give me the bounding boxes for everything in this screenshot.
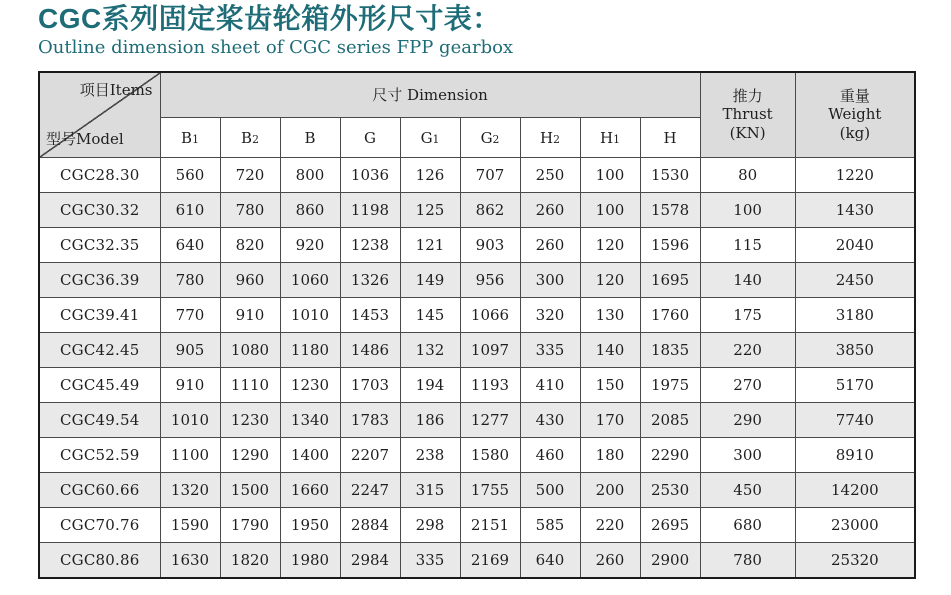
value-cell: 1660	[280, 473, 340, 508]
value-cell: 1530	[640, 158, 700, 193]
value-cell: 460	[520, 438, 580, 473]
value-cell: 1486	[340, 333, 400, 368]
header-row-1	[39, 72, 915, 118]
model-cell: CGC52.59	[39, 438, 160, 473]
value-cell: 270	[700, 368, 795, 403]
weight-label-zh: 重量	[839, 86, 870, 105]
col-header-g2: G2	[460, 118, 520, 158]
value-cell: 1320	[160, 473, 220, 508]
value-cell: 14200	[795, 473, 915, 508]
value-cell: 860	[280, 193, 340, 228]
value-cell: 7740	[795, 403, 915, 438]
value-cell: 1630	[160, 543, 220, 578]
table-row	[39, 158, 915, 193]
value-cell: 290	[700, 403, 795, 438]
corner-cell	[39, 72, 160, 158]
value-cell: 175	[700, 298, 795, 333]
value-cell: 1975	[640, 368, 700, 403]
table-row	[39, 193, 915, 228]
value-cell: 120	[580, 263, 640, 298]
value-cell: 920	[280, 228, 340, 263]
table-row	[39, 228, 915, 263]
value-cell: 910	[160, 368, 220, 403]
page-title: CGC系列固定桨齿轮箱外形尺寸表：	[38, 3, 501, 34]
value-cell: 1760	[640, 298, 700, 333]
value-cell: 1110	[220, 368, 280, 403]
value-cell: 100	[580, 158, 640, 193]
value-cell: 180	[580, 438, 640, 473]
value-cell: 1220	[795, 158, 915, 193]
value-cell: 8910	[795, 438, 915, 473]
value-cell: 720	[220, 158, 280, 193]
value-cell: 80	[700, 158, 795, 193]
value-cell: 260	[520, 228, 580, 263]
value-cell: 1590	[160, 508, 220, 543]
model-cell: CGC49.54	[39, 403, 160, 438]
value-cell: 1783	[340, 403, 400, 438]
value-cell: 121	[400, 228, 460, 263]
value-cell: 1400	[280, 438, 340, 473]
value-cell: 800	[280, 158, 340, 193]
value-cell: 1453	[340, 298, 400, 333]
dimension-table	[38, 71, 916, 579]
value-cell: 1036	[340, 158, 400, 193]
value-cell: 2151	[460, 508, 520, 543]
model-label: 型号Model	[46, 130, 124, 149]
value-cell: 1790	[220, 508, 280, 543]
value-cell: 1060	[280, 263, 340, 298]
value-cell: 780	[220, 193, 280, 228]
thrust-label-zh: 推力	[732, 86, 763, 105]
value-cell: 100	[700, 193, 795, 228]
value-cell: 1980	[280, 543, 340, 578]
value-cell: 1835	[640, 333, 700, 368]
col-header-h2: H2	[520, 118, 580, 158]
value-cell: 903	[460, 228, 520, 263]
value-cell: 2884	[340, 508, 400, 543]
value-cell: 680	[700, 508, 795, 543]
value-cell: 1230	[280, 368, 340, 403]
value-cell: 260	[580, 543, 640, 578]
table-row	[39, 403, 915, 438]
table-row	[39, 438, 915, 473]
value-cell: 140	[580, 333, 640, 368]
col-header-h: H	[640, 118, 700, 158]
value-cell: 956	[460, 263, 520, 298]
table-body	[39, 158, 915, 578]
value-cell: 1097	[460, 333, 520, 368]
value-cell: 640	[520, 543, 580, 578]
value-cell: 2450	[795, 263, 915, 298]
value-cell: 1430	[795, 193, 915, 228]
table-row	[39, 543, 915, 578]
value-cell: 220	[700, 333, 795, 368]
col-header-b1: B1	[160, 118, 220, 158]
value-cell: 960	[220, 263, 280, 298]
model-cell: CGC42.45	[39, 333, 160, 368]
value-cell: 1080	[220, 333, 280, 368]
value-cell: 1596	[640, 228, 700, 263]
value-cell: 1180	[280, 333, 340, 368]
value-cell: 780	[700, 543, 795, 578]
value-cell: 2169	[460, 543, 520, 578]
value-cell: 1695	[640, 263, 700, 298]
value-cell: 1326	[340, 263, 400, 298]
value-cell: 905	[160, 333, 220, 368]
value-cell: 260	[520, 193, 580, 228]
value-cell: 2984	[340, 543, 400, 578]
value-cell: 2290	[640, 438, 700, 473]
value-cell: 610	[160, 193, 220, 228]
value-cell: 200	[580, 473, 640, 508]
value-cell: 250	[520, 158, 580, 193]
value-cell: 3850	[795, 333, 915, 368]
thrust-header	[700, 72, 795, 158]
model-cell: CGC45.49	[39, 368, 160, 403]
value-cell: 707	[460, 158, 520, 193]
value-cell: 1578	[640, 193, 700, 228]
thrust-label-en: Thrust	[722, 105, 773, 124]
value-cell: 1290	[220, 438, 280, 473]
table-row	[39, 298, 915, 333]
col-header-g: G	[340, 118, 400, 158]
value-cell: 1755	[460, 473, 520, 508]
value-cell: 1500	[220, 473, 280, 508]
table-row	[39, 263, 915, 298]
value-cell: 560	[160, 158, 220, 193]
model-cell: CGC28.30	[39, 158, 160, 193]
value-cell: 430	[520, 403, 580, 438]
value-cell: 186	[400, 403, 460, 438]
dimension-group-header: 尺寸 Dimension	[160, 72, 700, 118]
value-cell: 1340	[280, 403, 340, 438]
value-cell: 910	[220, 298, 280, 333]
weight-label-en: Weight	[828, 105, 882, 124]
value-cell: 145	[400, 298, 460, 333]
value-cell: 5170	[795, 368, 915, 403]
value-cell: 1277	[460, 403, 520, 438]
model-cell: CGC36.39	[39, 263, 160, 298]
value-cell: 1010	[280, 298, 340, 333]
thrust-label-unit: (KN)	[729, 124, 766, 143]
model-cell: CGC39.41	[39, 298, 160, 333]
model-cell: CGC80.86	[39, 543, 160, 578]
value-cell: 125	[400, 193, 460, 228]
value-cell: 149	[400, 263, 460, 298]
value-cell: 335	[400, 543, 460, 578]
value-cell: 585	[520, 508, 580, 543]
value-cell: 320	[520, 298, 580, 333]
value-cell: 132	[400, 333, 460, 368]
value-cell: 1238	[340, 228, 400, 263]
value-cell: 298	[400, 508, 460, 543]
table-header	[39, 72, 915, 158]
value-cell: 2695	[640, 508, 700, 543]
value-cell: 2900	[640, 543, 700, 578]
value-cell: 410	[520, 368, 580, 403]
value-cell: 2207	[340, 438, 400, 473]
value-cell: 1100	[160, 438, 220, 473]
value-cell: 1950	[280, 508, 340, 543]
value-cell: 115	[700, 228, 795, 263]
weight-header	[795, 72, 915, 158]
value-cell: 820	[220, 228, 280, 263]
value-cell: 126	[400, 158, 460, 193]
page-subtitle: Outline dimension sheet of CGC series FPP gearbox	[38, 36, 514, 58]
value-cell: 1066	[460, 298, 520, 333]
value-cell: 770	[160, 298, 220, 333]
model-cell: CGC70.76	[39, 508, 160, 543]
value-cell: 335	[520, 333, 580, 368]
value-cell: 100	[580, 193, 640, 228]
table-row	[39, 473, 915, 508]
value-cell: 1230	[220, 403, 280, 438]
value-cell: 1580	[460, 438, 520, 473]
model-cell: CGC60.66	[39, 473, 160, 508]
col-header-b2: B2	[220, 118, 280, 158]
model-cell: CGC30.32	[39, 193, 160, 228]
value-cell: 220	[580, 508, 640, 543]
value-cell: 120	[580, 228, 640, 263]
value-cell: 170	[580, 403, 640, 438]
value-cell: 194	[400, 368, 460, 403]
table-row	[39, 508, 915, 543]
value-cell: 1703	[340, 368, 400, 403]
value-cell: 1193	[460, 368, 520, 403]
col-header-h1: H1	[580, 118, 640, 158]
value-cell: 2040	[795, 228, 915, 263]
value-cell: 25320	[795, 543, 915, 578]
value-cell: 300	[700, 438, 795, 473]
value-cell: 780	[160, 263, 220, 298]
value-cell: 315	[400, 473, 460, 508]
value-cell: 1198	[340, 193, 400, 228]
value-cell: 640	[160, 228, 220, 263]
model-cell: CGC32.35	[39, 228, 160, 263]
value-cell: 140	[700, 263, 795, 298]
value-cell: 3180	[795, 298, 915, 333]
value-cell: 450	[700, 473, 795, 508]
value-cell: 23000	[795, 508, 915, 543]
value-cell: 130	[580, 298, 640, 333]
col-header-g1: G1	[400, 118, 460, 158]
value-cell: 2085	[640, 403, 700, 438]
value-cell: 300	[520, 263, 580, 298]
value-cell: 238	[400, 438, 460, 473]
value-cell: 862	[460, 193, 520, 228]
value-cell: 500	[520, 473, 580, 508]
col-header-b: B	[280, 118, 340, 158]
value-cell: 1820	[220, 543, 280, 578]
table-row	[39, 368, 915, 403]
value-cell: 1010	[160, 403, 220, 438]
value-cell: 150	[580, 368, 640, 403]
items-label: 项目Items	[79, 80, 153, 99]
weight-label-unit: (kg)	[839, 124, 871, 143]
value-cell: 2247	[340, 473, 400, 508]
value-cell: 2530	[640, 473, 700, 508]
table-row	[39, 333, 915, 368]
